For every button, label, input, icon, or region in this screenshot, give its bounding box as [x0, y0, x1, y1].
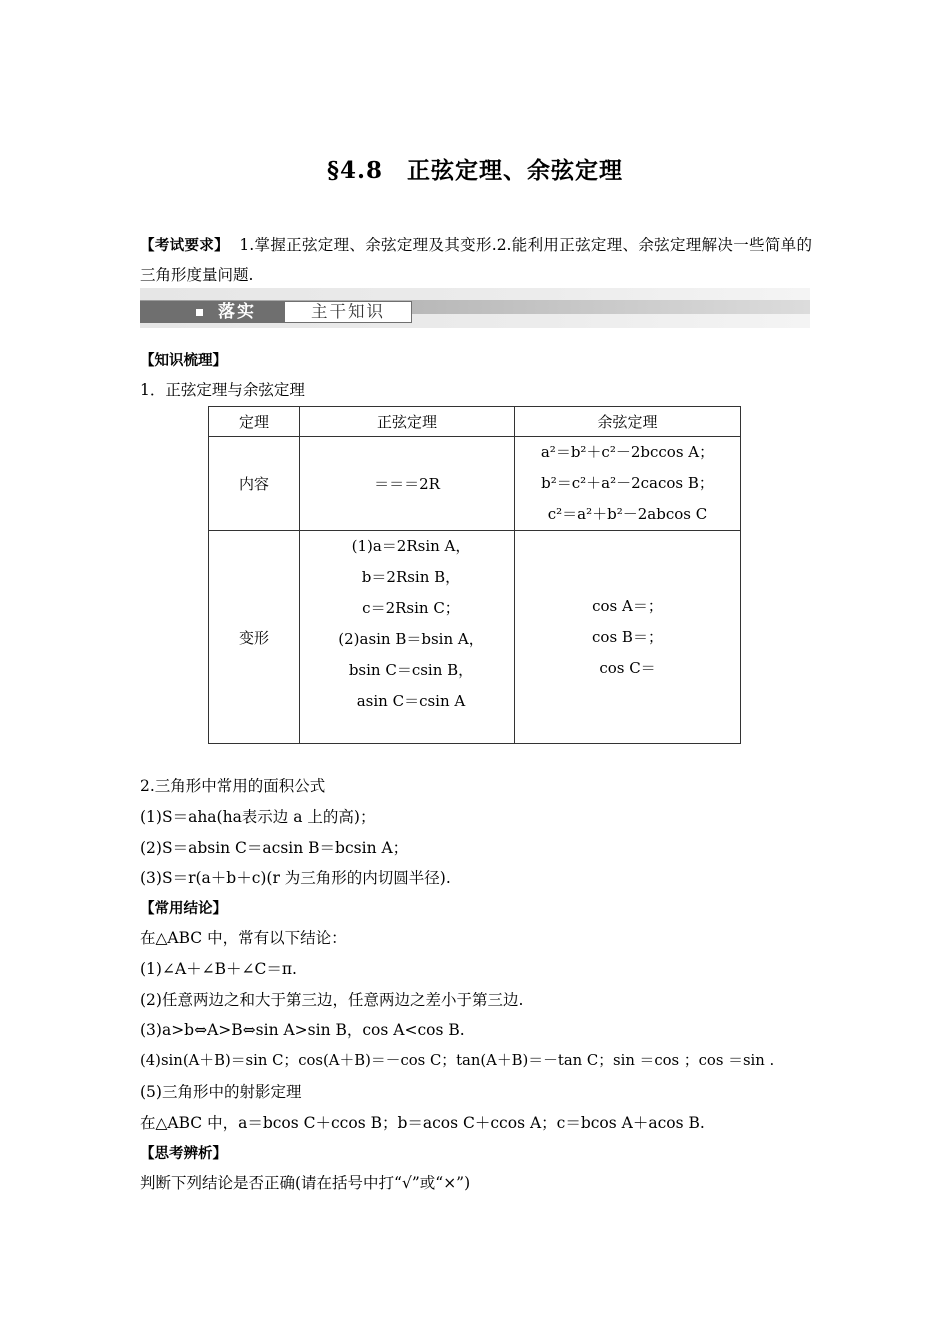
item2-title: 2.三角形中常用的面积公式 — [140, 777, 326, 795]
cosine-content — [515, 437, 741, 531]
conclusion-item: (4)sin(A＋B)＝sin C；cos(A＋B)＝－cos C；tan(A＋B)＝－tan C；sin ＝cos ；cos ＝sin . — [140, 1052, 775, 1069]
knowledge-heading: 【知识梳理】 — [140, 353, 227, 369]
cosine-variants — [515, 531, 741, 744]
conclusion-item: (3)a>b⇔A>B⇔sin A>sin B，cos A<cos B. — [140, 1021, 465, 1039]
area-formula: (3)S＝r(a＋b＋c)(r 为三角形的内切圆半径). — [140, 869, 451, 887]
row-label-content: 内容 — [209, 437, 300, 531]
conclusions-intro: 在△ABC 中，常有以下结论： — [140, 929, 347, 947]
area-formula: (2)S＝absin C＝acsin B＝bcsin A； — [140, 839, 409, 857]
sine-variant-line: b＝2Rsin B， — [361, 568, 461, 586]
cosine-variant-line: cos A＝； — [592, 596, 663, 615]
area-formula: (1)S＝aha(ha表示边 a 上的高)； — [140, 808, 376, 826]
exam-requirements — [140, 231, 812, 290]
thinking-heading: 【思考辨析】 — [140, 1146, 227, 1162]
banner-light-label: 主干知识 — [284, 301, 412, 323]
page-title: §4.8 正弦定理、余弦定理 — [326, 157, 624, 184]
banner-dark-label: 落实 — [218, 302, 256, 322]
conclusion-item: (1)∠A＋∠B＋∠C＝π. — [140, 960, 297, 978]
square-bullet-icon — [196, 309, 203, 316]
table-header: 余弦定理 — [515, 407, 741, 437]
sine-variant-line: bsin C＝csin B， — [348, 661, 474, 679]
item1-title: 1．正弦定理与余弦定理 — [140, 381, 305, 399]
cosine-formula: c²＝a²＋b²－2abcos C — [547, 505, 708, 523]
sine-variant-line: (1)a＝2Rsin A， — [351, 537, 471, 555]
theorem-table — [208, 406, 741, 744]
conclusion-item: (5)三角形中的射影定理 — [140, 1083, 302, 1101]
conclusion-item: 在△ABC 中，a＝bcos C＋ccos B；b＝acos C＋ccos A；c＝bcos A＋acos B. — [140, 1114, 705, 1132]
cosine-formula: a²＝b²＋c²－2bccos A； — [540, 443, 715, 461]
requirements-text: 1.掌握正弦定理、余弦定理及其变形.2.能利用正弦定理、余弦定理解决一些简单的三角形度量问题. — [140, 236, 813, 284]
sine-content: ＝＝＝2R — [300, 437, 515, 531]
cosine-variant-line: cos C＝ — [599, 658, 656, 677]
sine-variant-line: asin C＝csin A — [356, 692, 466, 710]
cosine-formula: b²＝c²＋a²－2cacos B； — [541, 474, 714, 492]
conclusions-heading: 【常用结论】 — [140, 901, 227, 917]
table-header: 定理 — [209, 407, 300, 437]
sine-variant-line: (2)asin B＝bsin A， — [338, 630, 484, 648]
section-banner — [140, 288, 810, 328]
sine-variant-line: c＝2Rsin C； — [362, 599, 460, 617]
requirements-label: 【考试要求】 — [140, 238, 229, 254]
conclusion-item: (2)任意两边之和大于第三边，任意两边之差小于第三边. — [140, 991, 524, 1009]
cosine-variant-line: cos B＝； — [592, 627, 663, 646]
table-header: 正弦定理 — [300, 407, 515, 437]
sine-variants — [300, 531, 515, 744]
thinking-text: 判断下列结论是否正确(请在括号中打“√”或“×”) — [140, 1174, 471, 1192]
row-label-variant: 变形 — [209, 531, 300, 744]
